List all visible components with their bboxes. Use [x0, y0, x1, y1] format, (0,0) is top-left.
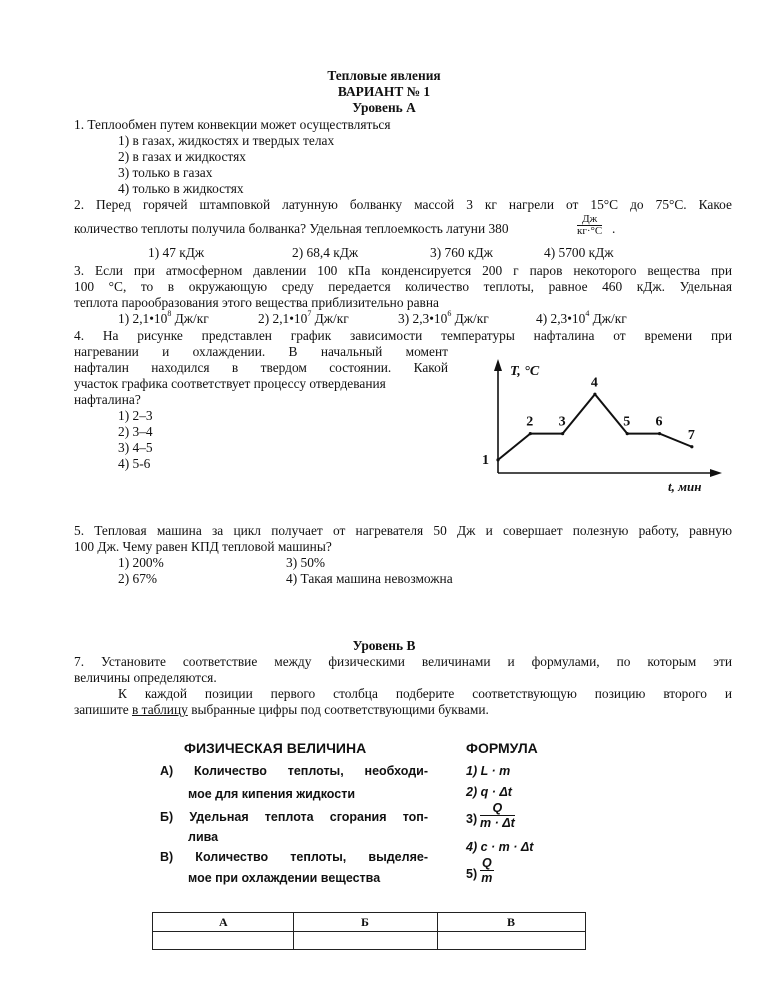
data-point-6 [658, 432, 661, 435]
q4-option-2: 2) 3–4 [118, 424, 153, 439]
item-a-line-1: А) Количество теплоты, необходи- [160, 764, 428, 778]
q1-text: 1. Теплообмен путем конвекции может осуществляться [74, 117, 391, 132]
point-label-4: 4 [590, 375, 598, 391]
variant-title: ВАРИАНТ № 1 [337, 84, 431, 99]
item-a-line-2: мое для кипения жидкости [188, 787, 356, 801]
q2-option-3: 3) 760 кДж [430, 245, 493, 260]
q4-option-4: 4) 5-6 [118, 456, 151, 471]
q2-unit-fraction [577, 214, 602, 237]
formula-5-fraction: $\frac{Q}{m}$ [481, 856, 493, 885]
q4-line-4: участок графика соответствует процессу отвердевания [74, 376, 386, 391]
q7-underlined-text: в таблицу [132, 702, 188, 717]
q7-line-2: величины определяются. [74, 670, 217, 685]
point-label-2: 2 [526, 414, 534, 430]
x-axis-label: t, мин [668, 479, 702, 494]
q5-option-3: 3) 50% [286, 555, 326, 570]
formula-3-label: 3) [466, 812, 478, 826]
col1-header: ФИЗИЧЕСКАЯ ВЕЛИЧИНА [184, 740, 367, 756]
q2-unit-num: Дж [577, 214, 602, 226]
point-label-3: 3 [558, 414, 566, 430]
q5-option-1: 1) 200% [118, 555, 164, 570]
item-c-line-1: В) Количество теплоты, выделяе- [160, 850, 428, 864]
q3-option-2: 2) $2,1•10^7$ Дж/кг [258, 309, 349, 326]
data-point-1 [496, 458, 499, 461]
q3-line-2: 100 °С, то в окружающую среду передается количество теплоты, равное 460 кДж. Удельная [74, 279, 732, 294]
q7-line-1: 7. Установите соответствие между физическими величинами и формулами, по которым эти [74, 654, 732, 669]
q2-option-2: 2) 68,4 кДж [292, 245, 359, 260]
data-point-7 [690, 445, 693, 448]
q2-line-1: 2. Перед горячей штамповкой латунную болванку массой 3 кг нагрели от 15°С до 75°С. Какое [74, 197, 732, 212]
col2-header: ФОРМУЛА [466, 740, 538, 756]
q3-line-3: теплота парообразования этого вещества приблизительно равна [74, 295, 439, 310]
formula-3-fraction: $\frac{Q}{m \cdot \Delta t}$ [480, 801, 515, 830]
q7-line-3: К каждой позиции первого столбца подберите соответствующую позицию второго и [118, 686, 732, 701]
data-point-4 [593, 393, 596, 396]
q4-line-5: нафталина? [74, 392, 141, 407]
q3-option-3: 3) $2,3•10^6$ Дж/кг [398, 309, 489, 326]
q4-option-3: 3) 4–5 [118, 440, 153, 455]
q4-line-2: нагревании и охлаждении. В начальный момент [74, 344, 448, 359]
q2-option-4: 4) 5700 кДж [544, 245, 614, 260]
q5-line-2: 100 Дж. Чему равен КПД тепловой машины? [74, 539, 332, 554]
q4-line-1: 4. На рисунке представлен график зависимости температуры нафталина от времени при [74, 328, 732, 343]
formula-4: 4) c · m · Δt [466, 840, 534, 854]
formula-1: 1) L · m [466, 764, 511, 778]
temperature-time-chart [470, 355, 730, 495]
q4-line-3: нафталин находился в твердом состоянии. Какой [74, 360, 448, 375]
page-title: Тепловые явления [327, 68, 441, 83]
level-b-title: Уровень В [352, 638, 416, 653]
x-axis-arrow [710, 469, 722, 477]
y-axis-label: T, °С [510, 364, 540, 379]
item-c-line-2: мое при охлаждении вещества [188, 871, 381, 885]
level-a-title: Уровень А [352, 100, 416, 115]
point-label-1: 1 [482, 452, 489, 468]
y-axis-arrow [494, 359, 502, 371]
q1-option-1: 1) в газах, жидкостях и твердых телах [118, 133, 335, 148]
data-point-5 [626, 432, 629, 435]
q7-line-4: запишите в таблицу выбранные цифры под соответствующими буквами. [74, 702, 489, 717]
q3-option-1: 1) $2,1•10^8$ Дж/кг [118, 309, 209, 326]
answer-header-c: В [507, 915, 516, 929]
formula-2: 2) q · Δt [466, 785, 512, 799]
data-point-3 [561, 432, 564, 435]
item-b-line-2: лива [188, 830, 219, 844]
point-label-6: 6 [655, 414, 663, 430]
point-label-7: 7 [687, 427, 695, 443]
q5-option-4: 4) Такая машина невозможна [286, 571, 453, 586]
formula-5-label: 5) [466, 867, 478, 881]
q5-line-1: 5. Тепловая машина за цикл получает от нагревателя 50 Дж и совершает полезную работу, равную [74, 523, 732, 538]
q1-option-4: 4) только в жидкостях [118, 181, 244, 196]
answer-table [152, 912, 586, 950]
item-b-line-1: Б) Удельная теплота сгорания топ- [160, 810, 428, 824]
q3-line-1: 3. Если при атмосферном давлении 100 кПа конденсируется 200 г паров некоторого вещества при [74, 263, 732, 278]
q5-option-2: 2) 67% [118, 571, 158, 586]
answer-header-b: Б [361, 915, 369, 929]
answer-header-a: А [219, 915, 228, 929]
q1-option-2: 2) в газах и жидкостях [118, 149, 246, 164]
q2-line-2: количество теплоты получила болванка? Удельная теплоемкость латуни 380 [74, 221, 509, 236]
answer-table-input-row[interactable] [153, 931, 585, 949]
q1-option-3: 3) только в газах [118, 165, 213, 180]
q3-option-4: 4) $2,3•10^4$ Дж/кг [536, 309, 627, 326]
q4-option-1: 1) 2–3 [118, 408, 153, 423]
q2-unit-den: кг·°С [577, 225, 603, 237]
q2-period: . [612, 221, 616, 236]
point-label-5: 5 [623, 414, 631, 430]
data-point-2 [529, 432, 532, 435]
q2-option-1: 1) 47 кДж [148, 245, 205, 260]
